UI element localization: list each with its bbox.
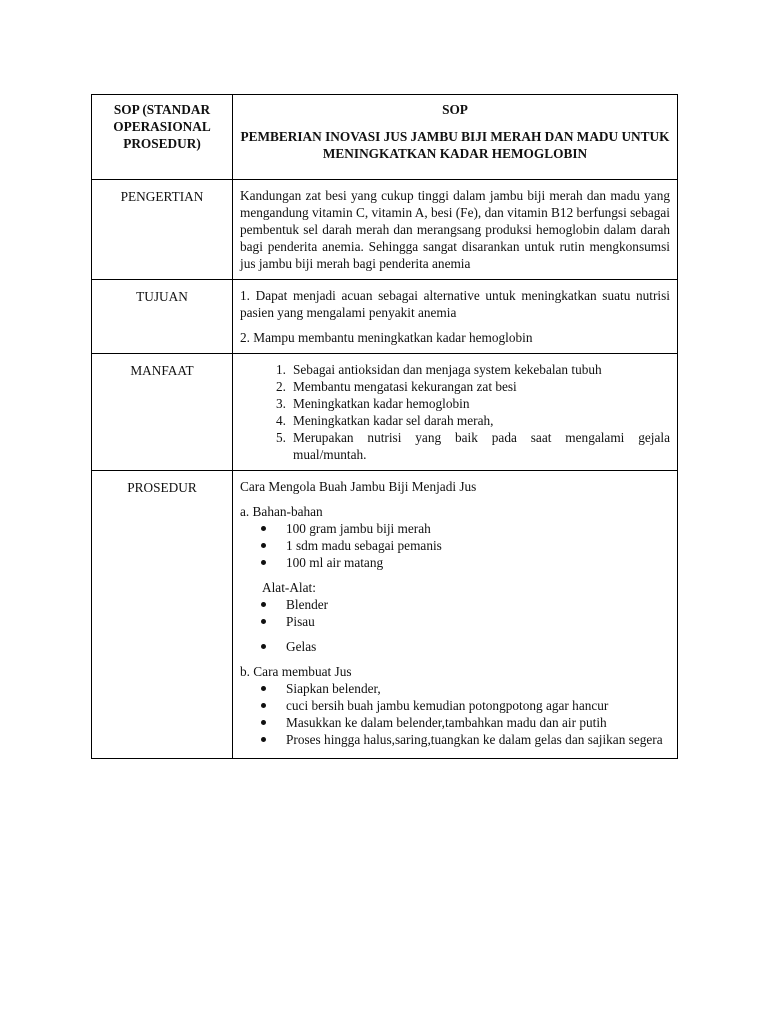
list-item: [240, 395, 670, 412]
sop-heading: SOP: [442, 102, 468, 117]
list-number: 4.: [276, 413, 286, 428]
tujuan-cell: [233, 280, 678, 354]
bullet-icon: [240, 613, 286, 630]
manfaat-label: MANFAAT: [92, 354, 233, 471]
cara-heading: b. Cara membuat Jus: [240, 664, 352, 679]
pengertian-row: [92, 180, 678, 280]
bullet-icon: [240, 537, 286, 554]
bullet-icon: [240, 714, 286, 731]
list-number: 3.: [276, 396, 286, 411]
alat-list: [240, 596, 670, 655]
list-item: [240, 412, 670, 429]
sop-header-cell: [233, 95, 678, 180]
bullet-icon: [240, 697, 286, 714]
list-text: Meningkatkan kadar hemoglobin: [293, 396, 470, 411]
bullet-icon: [240, 731, 286, 748]
bullet-icon: [240, 680, 286, 697]
list-text: Membantu mengatasi kekurangan zat besi: [293, 379, 517, 394]
prosedur-title: Cara Mengola Buah Jambu Biji Menjadi Jus: [240, 479, 477, 494]
list-number: 1.: [276, 362, 286, 377]
alat-heading: Alat-Alat:: [262, 580, 316, 595]
manfaat-cell: [233, 354, 678, 471]
list-number: 2.: [276, 379, 286, 394]
list-item: [240, 554, 670, 571]
manfaat-row: [92, 354, 678, 471]
list-text: Proses hingga halus,saring,tuangkan ke dalam gelas dan sajikan segera: [286, 732, 663, 747]
pengertian-label: PENGERTIAN: [92, 180, 233, 280]
list-item: [240, 680, 670, 697]
list-text: 100 ml air matang: [286, 555, 384, 570]
bullet-icon: [240, 554, 286, 571]
list-text: Blender: [286, 597, 329, 612]
cara-list: [240, 680, 670, 748]
list-number: 5.: [276, 430, 286, 445]
list-text: Meningkatkan kadar sel darah merah,: [293, 413, 494, 428]
sop-left-label: SOP (STANDAR OPERASIONAL PROSEDUR): [92, 95, 233, 180]
list-item: [240, 537, 670, 554]
bullet-icon: [240, 596, 286, 613]
list-text: Merupakan nutrisi yang baik pada saat mengalami gejala mual/muntah.: [293, 430, 670, 462]
list-item: [240, 520, 670, 537]
tujuan-item: 1. Dapat menjadi acuan sebagai alternative untuk meningkatkan suatu nutrisi pasien yang mengalami penyakit anemia: [240, 288, 670, 320]
list-text: 100 gram jambu biji merah: [286, 521, 431, 536]
list-text: Sebagai antioksidan dan menjaga system kekebalan tubuh: [293, 362, 602, 377]
sop-table: [91, 94, 678, 759]
list-text: 1 sdm madu sebagai pemanis: [286, 538, 442, 553]
list-item: [240, 361, 670, 378]
list-item: [240, 429, 670, 463]
header-row: [92, 95, 678, 180]
bullet-icon: [240, 638, 286, 655]
prosedur-row: [92, 471, 678, 759]
tujuan-label: TUJUAN: [92, 280, 233, 354]
bahan-list: [240, 520, 670, 571]
pengertian-text: Kandungan zat besi yang cukup tinggi dalam jambu biji merah dan madu yang mengandung vitamin C, vitamin A, besi (Fe), dan vitamin B12 berfungsi sebagai pembentuk sel darah merah dan merangsang produksi hemoglobin dalam darah bagi penderita anemia. Sehingga sangat disarankan untuk rutin mengkonsumsi jus jambu biji merah bagi penderita anemia: [233, 180, 678, 280]
prosedur-cell: [233, 471, 678, 759]
tujuan-row: [92, 280, 678, 354]
bahan-heading: a. Bahan-bahan: [240, 504, 323, 519]
list-text: cuci bersih buah jambu kemudian potongpotong agar hancur: [286, 698, 609, 713]
list-item: [240, 638, 670, 655]
prosedur-label: PROSEDUR: [92, 471, 233, 759]
list-item: [240, 697, 670, 714]
list-text: Masukkan ke dalam belender,tambahkan madu dan air putih: [286, 715, 607, 730]
tujuan-item: 2. Mampu membantu meningkatkan kadar hemoglobin: [240, 330, 533, 345]
list-text: Gelas: [286, 639, 317, 654]
manfaat-list: [240, 361, 670, 463]
list-text: Pisau: [286, 614, 315, 629]
list-item: [240, 596, 670, 613]
list-item: [240, 714, 670, 731]
list-item: [240, 613, 670, 630]
bullet-icon: [240, 520, 286, 537]
sop-title: PEMBERIAN INOVASI JUS JAMBU BIJI MERAH DAN MADU UNTUK MENINGKATKAN KADAR HEMOGLOBIN: [240, 129, 670, 161]
list-item: [240, 378, 670, 395]
list-text: Siapkan belender,: [286, 681, 381, 696]
list-item: [240, 731, 670, 748]
